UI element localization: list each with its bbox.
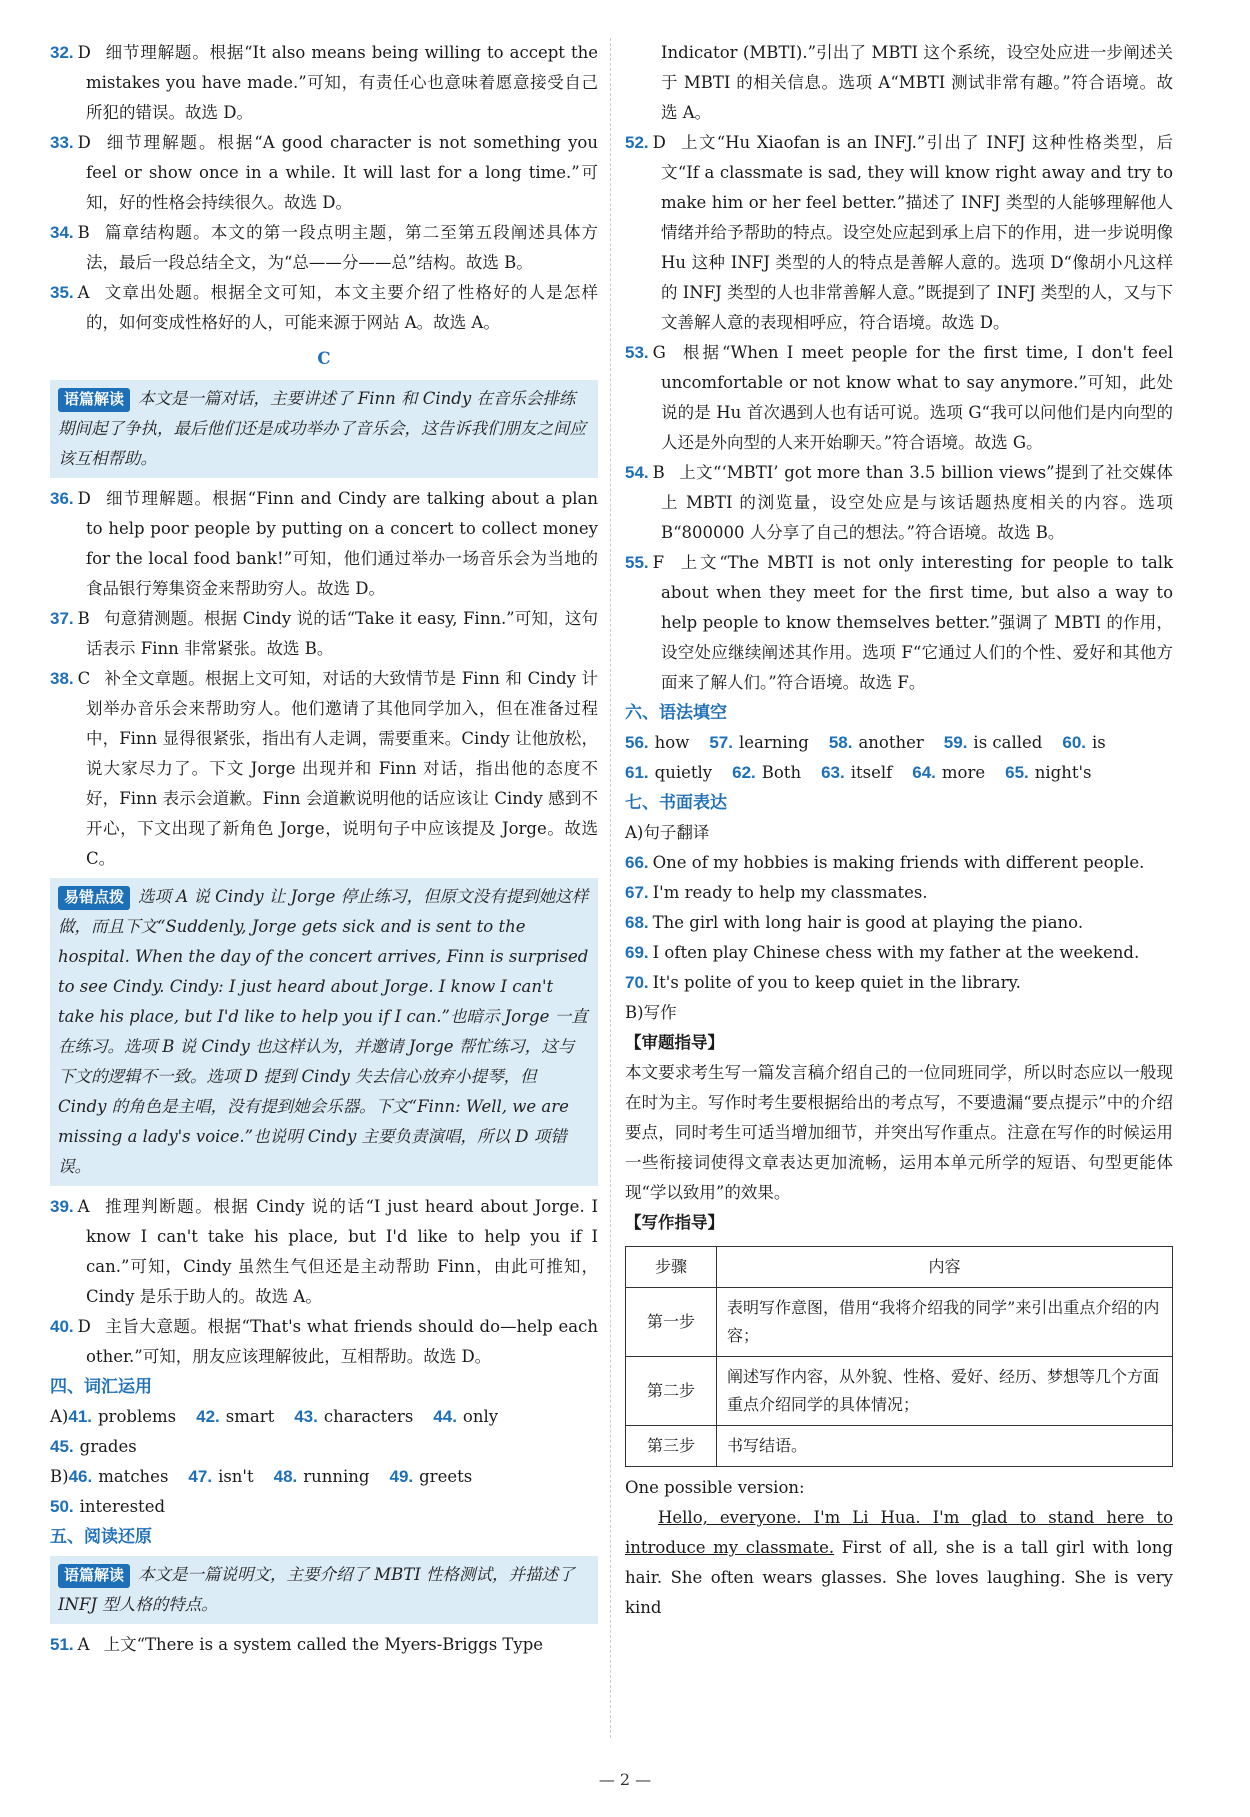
table-row: 第一步 表明写作意图，借用“我将介绍我的同学”来引出重点介绍的内容； [626, 1288, 1173, 1357]
answer-53: 53. G 根据“When I meet people for the first time, I don't feel uncomfortable or not know what to say anymore.”可知，此处说的是 Hu 首次遇到人也有话可说。选项 G“我可以问他们是内向型的人还是外向型的人来开始聊天。”符合语境。故选 G。 [625, 343, 1173, 452]
table-row: 第二步 阐述写作内容，从外貌、性格、爱好、经历、梦想等几个方面重点介绍同学的具体情况； [626, 1357, 1173, 1426]
translation-70: 70. It's polite of you to keep quiet in the library. [625, 973, 1021, 992]
vocab-a-row: A)41. problems 42. smart 43. characters 44. only [50, 1407, 499, 1426]
review-guide-title: 【审题指导】 [625, 1033, 724, 1052]
page-number: — 2 — [598, 1770, 652, 1789]
translation-69: 69. I often play Chinese chess with my father at the weekend. [625, 943, 1140, 962]
tip-box: 易错点拨 选项 A 说 Cindy 让 Jorge 停止练习，但原文没有提到她这样做，而且下文“Suddenly, Jorge gets sick and is sent to the hospital. When the day of the concert arrives, Finn is surprised to see Cindy. Cindy: I just heard about Jorge. I know I can't take his place, but I'd like to help you if I can.”也暗示 Jorge 一直在练习。选项 B 说 Cindy 也这样认为，并邀请 Jorge 帮忙练习，这与下文的逻辑不一致。选项 D 提到 Cindy 失去信心放弃小提琴，但 Cindy 的角色是主唱，没有提到她会乐器。下文“Finn: Well, we are missing a lady's voice.”也说明 Cindy 主要负责演唱，所以 D 项错误。 [50, 878, 598, 1186]
right-column [625, 38, 1173, 1623]
answer-33: 33. D 细节理解题。根据“A good character is not something you feel or show once in a while. It will last for a long time.”可知，好的性格会持续很久。故选 D。 [50, 133, 598, 212]
section-6-heading: 六、语法填空 [625, 703, 727, 722]
vocab-b-row-2: 50. interested [50, 1497, 166, 1516]
analysis-tag: 语篇解读 [58, 1564, 130, 1588]
answer-37: 37. B 句意猜测题。根据 Cindy 说的话“Take it easy, Finn.”可知，这句话表示 Finn 非常紧张。故选 B。 [50, 609, 598, 658]
sample-essay: Hello, everyone. I'm Li Hua. I'm glad to stand here to introduce my classmate. First of all, she is a tall girl with long hair. She often wears glasses. She loves laughing. She is very kind [625, 1508, 1173, 1617]
translation-66: 66. One of my hobbies is making friends with different people. [625, 853, 1145, 872]
review-guide-text: 本文要求考生写一篇发言稿介绍自己的一位同班同学，所以时态应以一般现在时为主。写作时考生要根据给出的考点写，不要遗漏“要点提示”中的介绍要点，同时考生可适当增加细节，并突出写作重点。注意在写作的时候运用一些衔接词使得文章表达更加流畅，运用本单元所学的短语、句型更能体现“学以致用”的效果。 [625, 1063, 1173, 1202]
writing-guide-table [625, 1246, 1173, 1467]
section-5-heading: 五、阅读还原 [50, 1527, 152, 1546]
column-divider [610, 38, 611, 1738]
tip-tag: 易错点拨 [58, 886, 130, 910]
section-c-heading: C [317, 349, 331, 368]
table-header-row [626, 1247, 1173, 1288]
answer-40: 40. D 主旨大意题。根据“That's what friends should do—help each other.”可知，朋友应该理解彼此，互相帮助。故选 D。 [50, 1317, 598, 1366]
analysis-box-5: 语篇解读 本文是一篇说明文，主要介绍了 MBTI 性格测试，并描述了 INFJ 型人格的特点。 [50, 1556, 598, 1624]
answer-38: 38. C 补全文章题。根据上文可知，对话的大致情节是 Finn 和 Cindy 计划举办音乐会来帮助穷人。他们邀请了其他同学加入，但在准备过程中，Finn 显得很紧张，指出有人走调，需要重来。Cindy 让他放松，说大家尽力了。下文 Jorge 出现并和 Finn 对话，指出他的态度不好，Finn 表示会道歉。Finn 会道歉说明他的话应该让 Cindy 感到不开心，下文出现了新角色 Jorge，说明句子中应该提及 Jorge。故选 C。 [50, 669, 598, 868]
answer-32: 32. D 细节理解题。根据“It also means being willing to accept the mistakes you have made.”可知，有责任心也意味着愿意接受自己所犯的错误。故选 D。 [50, 43, 598, 122]
translation-68: 68. The girl with long hair is good at playing the piano. [625, 913, 1084, 932]
answer-36: 36. D 细节理解题。根据“Finn and Cindy are talking about a plan to help poor people by putting on a concert to collect money for the local food bank!”可知，他们通过举办一场音乐会为当地的食品银行筹集资金来帮助穷人。故选 D。 [50, 489, 598, 598]
answer-34: 34. B 篇章结构题。本文的第一段点明主题，第二至第五段阐述具体方法，最后一段总结全文，为“总——分——总”结构。故选 B。 [50, 223, 598, 272]
table-row: 第三步 书写结语。 [626, 1426, 1173, 1467]
answer-52: 52. D 上文“Hu Xiaofan is an INFJ.”引出了 INFJ 这种性格类型，后文“If a classmate is sad, they will know right away and try to make him or her feel better.”描述了 INFJ 类型的人能够理解他人情绪并给予帮助的特点。设空处应起到承上启下的作用，进一步说明像 Hu 这种 INFJ 类型的人的特点是善解人意的。选项 D“像胡小凡这样的 INFJ 类型的人也非常善解人意。”既提到了 INFJ 类型的人，又与下文善解人意的表现相呼应，符合语境。故选 D。 [625, 133, 1173, 332]
writing-label: B)写作 [625, 1003, 677, 1022]
table-header-step: 步骤 [626, 1247, 717, 1288]
sample-label: One possible version: [625, 1478, 805, 1497]
table-header-content: 内容 [717, 1247, 1173, 1288]
translation-67: 67. I'm ready to help my classmates. [625, 883, 928, 902]
answer-51-continued: Indicator (MBTI).”引出了 MBTI 这个系统，设空处应进一步阐述关于 MBTI 的相关信息。选项 A“MBTI 测试非常有趣。”符合语境。故选 A。 [661, 43, 1173, 122]
grammar-row-1: 56. how 57. learning 58. another 59. is called 60. is [625, 733, 1106, 752]
answer-55: 55. F 上文“The MBTI is not only interesting for people to talk about when they meet for the first time, but also a way to help people to know themselves better.”强调了 MBTI 的作用，设空处应继续阐述其作用。选项 F“它通过人们的个性、爱好和其他方面来了解人们。”符合语境。故选 F。 [625, 553, 1173, 692]
answer-51: 51. A 上文“There is a system called the Myers-Briggs Type [50, 1635, 544, 1654]
section-7-heading: 七、书面表达 [625, 793, 727, 812]
answer-54: 54. B 上文“‘MBTI’ got more than 3.5 billion views”提到了社交媒体上 MBTI 的浏览量，设空处应是与该话题热度相关的内容。选项 B“800000 人分享了自己的想法。”符合语境。故选 B。 [625, 463, 1173, 542]
answer-39: 39. A 推理判断题。根据 Cindy 说的话“I just heard about Jorge. I know I can't take his place, but I'd like to help you if I can.”可知，Cindy 虽然生气但还是主动帮助 Finn，由此可推知，Cindy 是乐于助人的。故选 A。 [50, 1197, 598, 1306]
vocab-b-row: B)46. matches 47. isn't 48. running 49. greets [50, 1467, 473, 1486]
answer-35: 35. A 文章出处题。根据全文可知，本文主要介绍了性格好的人是怎样的，如何变成性格好的人，可能来源于网站 A。故选 A。 [50, 283, 598, 332]
analysis-tag: 语篇解读 [58, 388, 130, 412]
section-4-heading: 四、词汇运用 [50, 1377, 152, 1396]
translation-label: A)句子翻译 [625, 823, 710, 842]
grammar-row-2: 61. quietly 62. Both 63. itself 64. more 65. night's [625, 763, 1092, 782]
left-column [50, 38, 598, 1660]
analysis-box-c: 语篇解读 本文是一篇对话，主要讲述了 Finn 和 Cindy 在音乐会排练期间起了争执，最后他们还是成功举办了音乐会，这告诉我们朋友之间应该互相帮助。 [50, 380, 598, 478]
vocab-a-row-2: 45. grades [50, 1437, 137, 1456]
writing-guide-title: 【写作指导】 [625, 1213, 724, 1232]
